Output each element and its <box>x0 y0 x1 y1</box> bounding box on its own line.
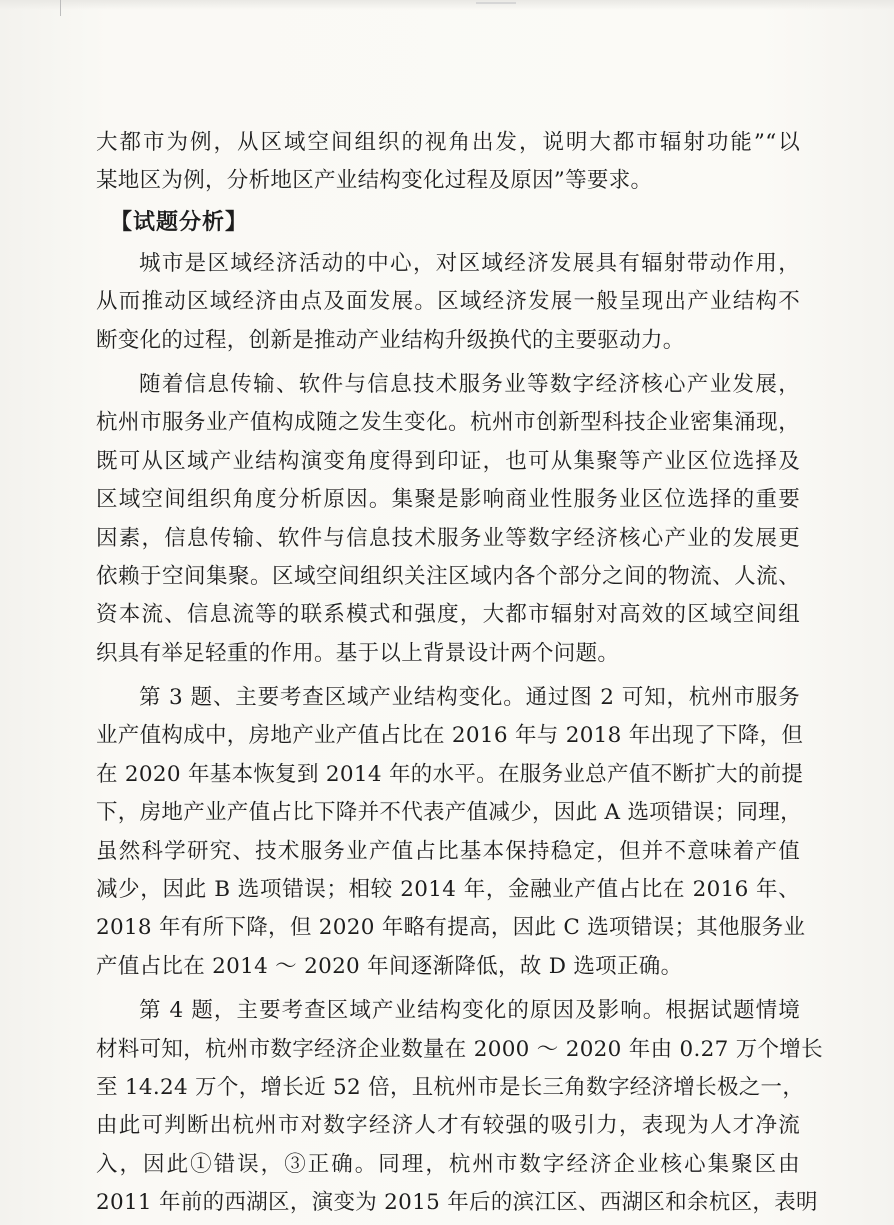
text-line: 依赖于空间集聚。区域空间组织关注区域内各个部分之间的物流、人流、 <box>96 563 800 589</box>
page-top-edge <box>0 0 894 10</box>
text-line: 从而推动区域经济由点及面发展。区域经济发展一般呈现出产业结构不 <box>96 289 800 315</box>
text-line: 既可从区域产业结构演变角度得到印证，也可从集聚等产业区位选择及 <box>96 448 800 474</box>
text-line: 区域空间组织角度分析原因。集聚是影响商业性服务业区位选择的重要 <box>96 487 800 513</box>
scan-artifact <box>476 2 516 4</box>
text-line: 材料可知，杭州市数字经济企业数量在 2000 ～ 2020 年由 0.27 万个增长 <box>96 1036 823 1062</box>
text-line: 在 2020 年基本恢复到 2014 年的水平。在服务业总产值不断扩大的前提 <box>96 761 804 787</box>
text-line: 断变化的过程，创新是推动产业结构升级换代的主要驱动力。 <box>96 327 685 353</box>
text-line: 虽然科学研究、技术服务业产值占比基本保持稳定，但并不意味着产值 <box>96 838 800 864</box>
text-line: 大都市为例，从区域空间组织的视角出发，说明大都市辐射功能”“以 <box>96 130 800 155</box>
text-line: 业产值构成中，房地产业产值占比在 2016 年与 2018 年出现了下降，但 <box>96 723 804 749</box>
intro-paragraph <box>96 124 800 201</box>
text-line: 至 14.24 万个，增长近 52 倍，且杭州市是长三角数字经济增长极之一， <box>96 1074 805 1100</box>
text-line: 织具有举足轻重的作用。基于以上背景设计两个问题。 <box>96 640 620 666</box>
text-line: 2018 年有所下降，但 2020 年略有提高，因此 C 选项错误；其他服务业 <box>96 915 806 941</box>
text-line: 下，房地产业产值占比下降并不代表产值减少，因此 A 选项错误；同理， <box>96 800 802 826</box>
binding-mark <box>60 0 61 16</box>
paragraph-1 <box>96 245 800 360</box>
text-line: 2011 年前的西湖区，演变为 2015 年后的滨江区、西湖区和余杭区，表明 <box>96 1190 818 1216</box>
paragraph-3 <box>96 679 806 986</box>
text-line: 减少，因此 B 选项错误；相较 2014 年，金融业产值占比在 2016 年、 <box>96 877 800 903</box>
paragraph-4 <box>96 992 823 1222</box>
section-heading: 【试题分析】 <box>110 209 249 235</box>
text-line: 产值占比在 2014 ～ 2020 年间逐渐降低，故 D 选项正确。 <box>96 953 683 979</box>
text-line: 随着信息传输、软件与信息技术服务业等数字经济核心产业发展， <box>139 371 800 397</box>
text-line: 城市是区域经济活动的中心，对区域经济发展具有辐射带动作用， <box>139 250 800 276</box>
paragraph-2 <box>96 366 800 673</box>
text-line: 第 3 题、主要考查区域产业结构变化。通过图 2 可知，杭州市服务 <box>139 685 800 711</box>
text-line: 由此可判断出杭州市对数字经济人才有较强的吸引力，表现为人才净流 <box>96 1113 800 1139</box>
text-line: 杭州市服务业产值构成随之发生变化。杭州市创新型科技企业密集涌现， <box>96 410 800 436</box>
text-line: 因素，信息传输、软件与信息技术服务业等数字经济核心产业的发展更 <box>96 525 800 551</box>
text-line: 某地区为例，分析地区产业结构变化过程及原因”等要求。 <box>96 168 653 194</box>
text-body <box>96 124 823 1223</box>
text-line: 资本流、信息流等的联系模式和强度，大都市辐射对高效的区域空间组 <box>96 602 800 628</box>
text-line: 第 4 题，主要考查区域产业结构变化的原因及影响。根据试题情境 <box>139 998 800 1024</box>
text-line: 入，因此①错误，③正确。同理，杭州市数字经济企业核心集聚区由 <box>96 1151 800 1177</box>
